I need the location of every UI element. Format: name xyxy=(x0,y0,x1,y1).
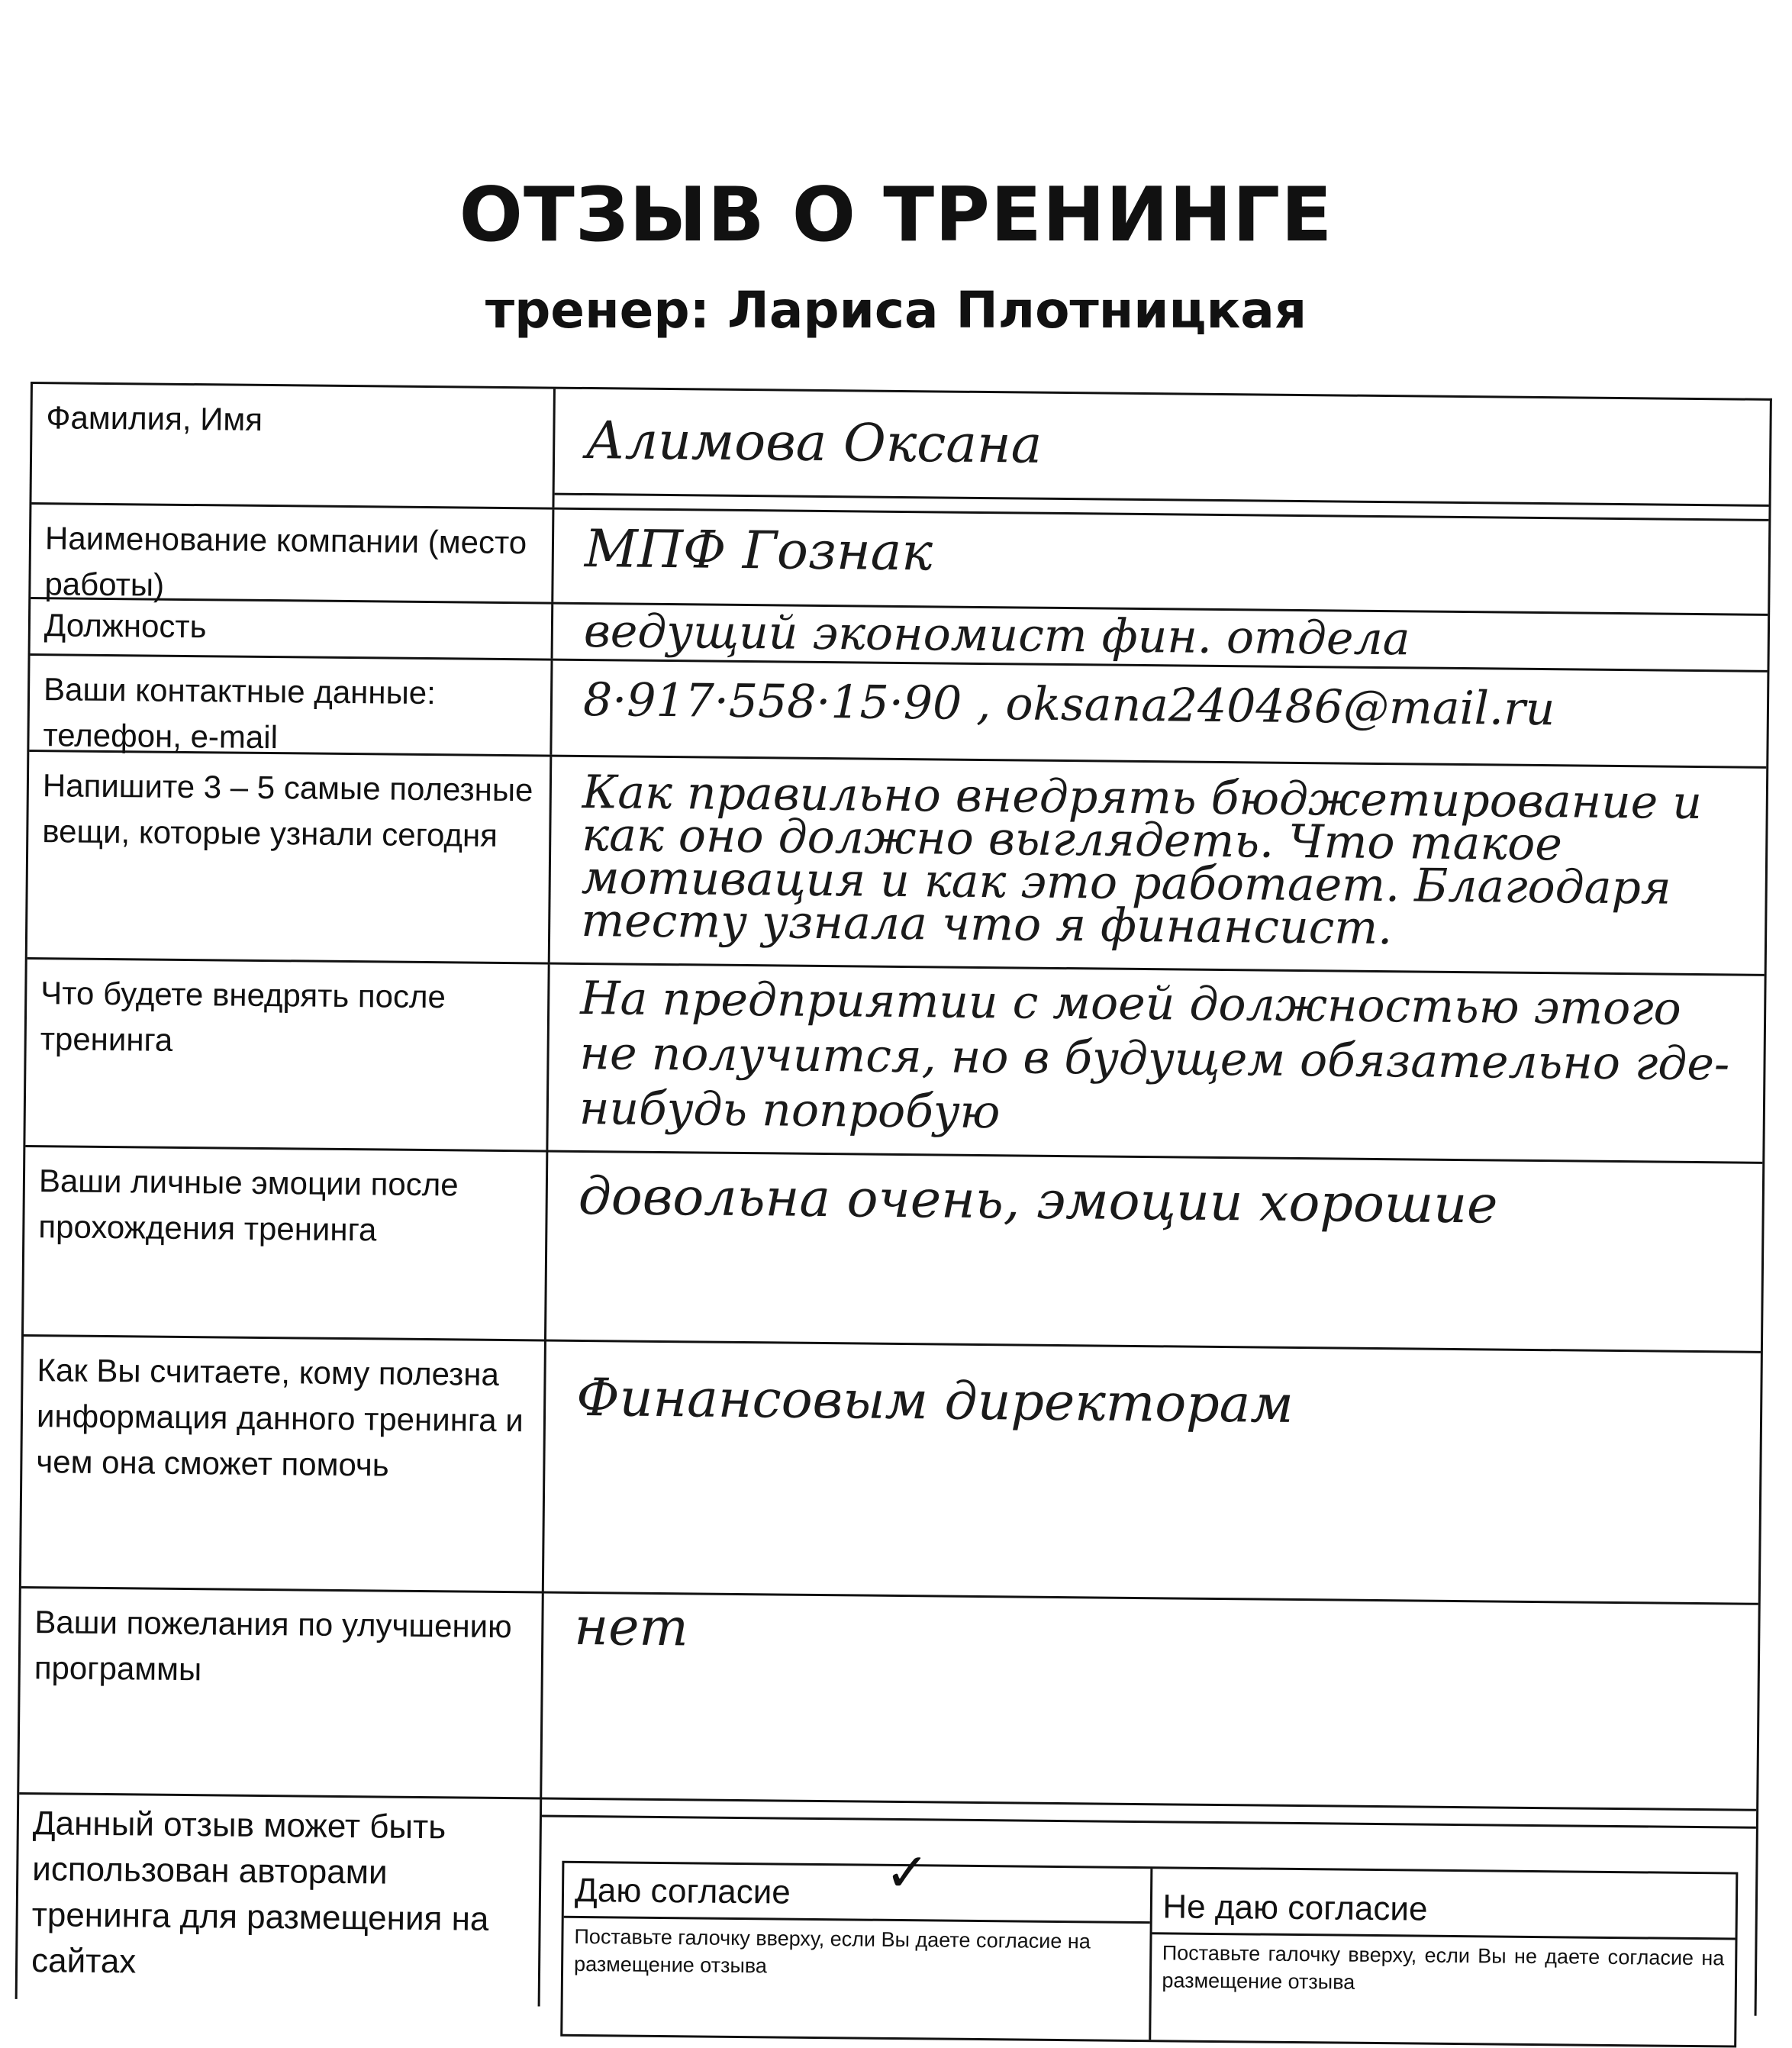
consent-disagree-note: Поставьте галочку вверху, если Вы не даете согласие на размещение отзыва xyxy=(1162,1941,1725,1994)
page-title: ОТЗЫВ О ТРЕНИНГЕ xyxy=(459,172,1333,259)
label-implement: Что будете внедрять после тренинга xyxy=(25,959,550,1150)
label-useful-things: Напишите 3 – 5 самые полезные вещи, которые узнали сегодня xyxy=(27,752,553,963)
feedback-form xyxy=(15,382,1772,2016)
consent-agree-option[interactable] xyxy=(562,1840,1150,2040)
consent-disagree-option[interactable] xyxy=(1149,1869,1736,2045)
row-company xyxy=(31,505,1768,616)
row-audience xyxy=(21,1337,1761,1605)
row-suggestions xyxy=(19,1588,1758,1811)
name-field[interactable]: Алимова Оксана xyxy=(585,410,1043,476)
row-name xyxy=(31,384,1769,521)
consent-agree-note: Поставьте галочку вверху, если Вы даете согласие на размещение отзыва xyxy=(573,1924,1091,1978)
company-field[interactable]: МПФ Гознак xyxy=(584,518,933,583)
consent-agree-head xyxy=(564,1840,1150,1924)
label-emotions: Ваши личные эмоции после прохождения тренинга xyxy=(24,1147,548,1340)
row-implement xyxy=(25,959,1764,1164)
row-emotions xyxy=(24,1147,1762,1353)
emotions-field[interactable]: довольна очень, эмоции хорошие xyxy=(578,1166,1498,1236)
audience-field[interactable]: Финансовым директорам xyxy=(575,1367,1294,1435)
row-consent xyxy=(18,1795,1756,2018)
row-useful-things xyxy=(27,752,1767,976)
consent-options xyxy=(560,1840,1738,2048)
useful-things-field[interactable]: Как правильно внедрять бюджетирование и как оно должно выглядеть. Что такое мотивация и как это работает. Благодаря тесту узнала что я финансист. xyxy=(580,765,1717,956)
label-contacts: Ваши контактные данные: телефон, e-mail xyxy=(29,656,553,755)
page-subtitle: тренер: Лариса Плотницкая xyxy=(485,281,1307,340)
consent-agree-label: Даю согласие xyxy=(574,1871,791,1911)
row-contacts xyxy=(29,656,1767,769)
label-audience: Как Вы считаете, кому полезна информация данного тренинга и чем она сможет помочь xyxy=(21,1337,546,1592)
contacts-field[interactable]: 8·917·558·15·90 , oksana240486@mail.ru xyxy=(582,672,1555,737)
label-consent: Данный отзыв может быть использован авторами тренинга для размещения на сайтах xyxy=(18,1795,543,2007)
position-field[interactable]: ведущий экономист фин. отдела xyxy=(583,604,1410,666)
consent-disagree-head xyxy=(1152,1879,1736,1940)
label-position: Должность xyxy=(31,599,554,659)
label-company: Наименование компании (место работы) xyxy=(31,505,554,602)
consent-disagree-label: Не даю согласие xyxy=(1162,1888,1428,1928)
checkmark-icon[interactable]: ✓ xyxy=(884,1840,930,1904)
label-name: Фамилия, Имя xyxy=(31,384,555,508)
implement-field[interactable]: На предприятии с моей должностью этого не получится, но в будущем обязательно где-нибудь попробую xyxy=(579,971,1730,1140)
label-suggestions: Ваши пожелания по улучшению программы xyxy=(19,1588,544,1798)
suggestions-field[interactable]: нет xyxy=(573,1596,689,1659)
